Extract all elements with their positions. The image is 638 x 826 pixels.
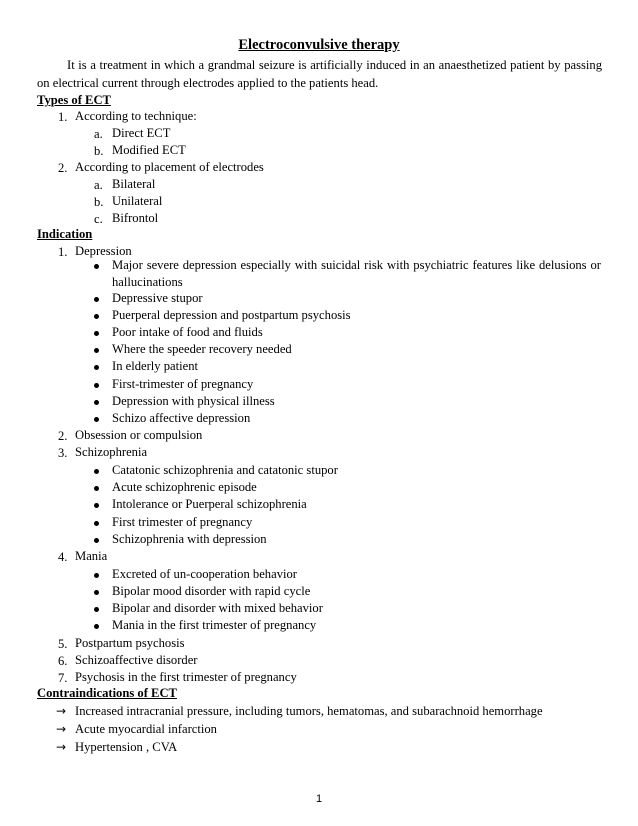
- sub-letter: a.: [94, 178, 103, 192]
- bullet-item: Depression with physical illness: [112, 394, 275, 408]
- bullet-item: Catatonic schizophrenia and catatonic stupor: [112, 463, 338, 477]
- list-number: 1.: [58, 245, 68, 259]
- list-item: Postpartum psychosis: [75, 636, 185, 650]
- contraindication-item: Hypertension , CVA: [75, 740, 178, 754]
- sub-item: Bifrontol: [112, 211, 159, 225]
- list-number: 2.: [58, 429, 68, 443]
- arrow-icon: →: [56, 740, 67, 754]
- bullet-icon: [94, 297, 99, 302]
- bullet-icon: [94, 400, 99, 405]
- bullet-item: Poor intake of food and fluids: [112, 325, 263, 339]
- bullet-icon: [94, 348, 99, 353]
- bullet-icon: [94, 503, 99, 508]
- arrow-icon: →: [56, 704, 67, 718]
- bullet-item: Puerperal depression and postpartum psychosis: [112, 308, 351, 322]
- intro-paragraph: It is a treatment in which a grandmal seizure is artificially induced in an anaesthetized patient by passing on electrical current through electrodes applied to the patients head.: [37, 58, 602, 90]
- list-number: 7.: [58, 671, 68, 685]
- types-heading: Types of ECT: [37, 93, 111, 107]
- list-number: 5.: [58, 637, 68, 651]
- bullet-item: Major severe depression especially with suicidal risk with psychiatric features like delusions or hallucinations: [112, 258, 601, 289]
- contraindication-item: Acute myocardial infarction: [75, 722, 217, 736]
- bullet-icon: [94, 607, 99, 612]
- bullet-icon: [94, 573, 99, 578]
- sub-item: Modified ECT: [112, 143, 186, 157]
- bullet-icon: [94, 264, 99, 269]
- list-number: 1.: [58, 110, 68, 124]
- bullet-item: Schizo affective depression: [112, 411, 251, 425]
- bullet-item: First-trimester of pregnancy: [112, 377, 254, 391]
- bullet-item: Bipolar mood disorder with rapid cycle: [112, 584, 311, 598]
- bullet-item: Acute schizophrenic episode: [112, 480, 257, 494]
- list-number: 4.: [58, 550, 68, 564]
- sub-item: Direct ECT: [112, 126, 171, 140]
- sub-letter: c.: [94, 212, 103, 226]
- indication-heading: Indication: [37, 227, 93, 241]
- bullet-icon: [94, 538, 99, 543]
- bullet-icon: [94, 469, 99, 474]
- sub-item: Bilateral: [112, 177, 156, 191]
- arrow-icon: →: [56, 722, 67, 736]
- list-item: Psychosis in the first trimester of pregnancy: [75, 670, 297, 684]
- bullet-icon: [94, 590, 99, 595]
- list-item: Schizoaffective disorder: [75, 653, 198, 667]
- sub-letter: a.: [94, 127, 103, 141]
- document-title: Electroconvulsive therapy: [238, 37, 400, 53]
- bullet-icon: [94, 624, 99, 629]
- list-item: Schizophrenia: [75, 445, 148, 459]
- list-number: 2.: [58, 161, 68, 175]
- bullet-icon: [94, 383, 99, 388]
- list-item: According to placement of electrodes: [75, 160, 264, 174]
- bullet-icon: [94, 417, 99, 422]
- contraindications-heading: Contraindications of ECT: [37, 686, 177, 700]
- bullet-item: Where the speeder recovery needed: [112, 342, 292, 356]
- list-item: Obsession or compulsion: [75, 428, 203, 442]
- bullet-icon: [94, 365, 99, 370]
- bullet-item: Mania in the first trimester of pregnancy: [112, 618, 317, 632]
- sub-letter: b.: [94, 195, 104, 209]
- bullet-item: Schizophrenia with depression: [112, 532, 267, 546]
- bullet-item: Excreted of un-cooperation behavior: [112, 567, 297, 581]
- sub-item: Unilateral: [112, 194, 163, 208]
- page-number: 1: [315, 793, 323, 805]
- bullet-icon: [94, 486, 99, 491]
- sub-letter: b.: [94, 144, 104, 158]
- bullet-item: Depressive stupor: [112, 291, 203, 305]
- bullet-icon: [94, 314, 99, 319]
- bullet-item: In elderly patient: [112, 359, 199, 373]
- bullet-item: First trimester of pregnancy: [112, 515, 253, 529]
- list-item: Depression: [75, 244, 132, 258]
- bullet-icon: [94, 331, 99, 336]
- list-number: 3.: [58, 446, 68, 460]
- list-number: 6.: [58, 654, 68, 668]
- bullet-item: Bipolar and disorder with mixed behavior: [112, 601, 323, 615]
- bullet-item: Intolerance or Puerperal schizophrenia: [112, 497, 307, 511]
- list-item: According to technique:: [75, 109, 197, 123]
- list-item: Mania: [75, 549, 108, 563]
- contraindication-item: Increased intracranial pressure, including tumors, hematomas, and subarachnoid hemorrhage: [75, 704, 543, 718]
- bullet-icon: [94, 521, 99, 526]
